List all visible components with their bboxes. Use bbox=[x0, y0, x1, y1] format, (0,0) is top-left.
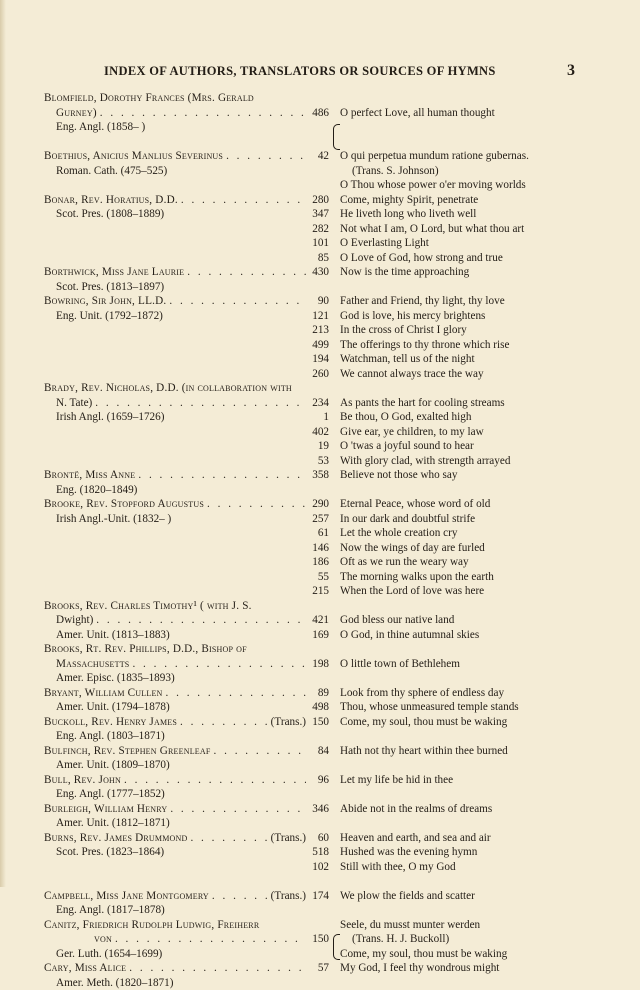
hymn-number: 169 bbox=[300, 628, 329, 643]
hymn-number: 102 bbox=[300, 860, 329, 875]
hymn-number: 84 bbox=[300, 744, 329, 759]
dot-leader bbox=[204, 497, 306, 512]
author-text: Eng. (1820–1849) bbox=[56, 484, 137, 496]
hymn-number: 186 bbox=[300, 555, 329, 570]
author-entry bbox=[56, 207, 306, 222]
author-text: Irish Angl.-Unit. (1832– ) bbox=[56, 513, 171, 525]
index-row bbox=[0, 657, 640, 672]
index-row bbox=[0, 845, 640, 860]
author-entry bbox=[44, 381, 306, 396]
author-text: Gurney) bbox=[56, 106, 97, 121]
hymn-first-line: O Love of God, how strong and true bbox=[340, 251, 640, 266]
hymn-first-line: Let my life be hid in thee bbox=[340, 773, 640, 788]
hymn-number: 55 bbox=[300, 570, 329, 585]
author-entry bbox=[56, 483, 306, 498]
dot-leader bbox=[126, 961, 306, 976]
author-entry bbox=[56, 280, 306, 295]
dot-leader bbox=[112, 932, 306, 947]
author-text: Eng. Angl. (1777–1852) bbox=[56, 788, 165, 800]
index-row bbox=[0, 860, 640, 875]
hymn-first-line: Watchman, tell us of the night bbox=[340, 352, 640, 367]
author-entry bbox=[56, 700, 306, 715]
index-row bbox=[0, 831, 640, 846]
index-row bbox=[0, 280, 640, 295]
page-header bbox=[0, 64, 640, 80]
author-entry bbox=[56, 628, 306, 643]
author-text: Canitz, Friedrich Rudolph Ludwig, Freiherr bbox=[44, 919, 259, 931]
index-row bbox=[0, 744, 640, 759]
author-entry bbox=[44, 497, 306, 512]
author-entry bbox=[44, 744, 306, 759]
author-entry bbox=[56, 816, 306, 831]
hymn-number: 150 bbox=[300, 932, 329, 947]
index-row bbox=[0, 425, 640, 440]
hymn-author-index bbox=[0, 91, 640, 990]
dot-leader bbox=[177, 715, 269, 730]
author-entry bbox=[56, 845, 306, 860]
author-text: Bryant, William Cullen bbox=[44, 686, 163, 701]
hymn-number: 60 bbox=[300, 831, 329, 846]
author-text: Cary, Miss Alice bbox=[44, 961, 126, 976]
hymn-first-line: O perfect Love, all human thought bbox=[340, 106, 640, 121]
hymn-first-line: When the Lord of love was here bbox=[340, 584, 640, 599]
author-text: Brady, Rev. Nicholas, D.D. (in collaboration with bbox=[44, 382, 292, 394]
author-entry bbox=[56, 758, 306, 773]
index-row bbox=[0, 526, 640, 541]
hymn-first-line: Come, my soul, thou must be waking bbox=[340, 715, 640, 730]
hymn-number: 150 bbox=[300, 715, 329, 730]
index-row bbox=[0, 889, 640, 904]
dot-leader bbox=[121, 773, 306, 788]
hymn-first-line: As pants the hart for cooling streams bbox=[340, 396, 640, 411]
author-entry bbox=[56, 947, 306, 962]
author-text: Irish Angl. (1659–1726) bbox=[56, 411, 164, 423]
index-row bbox=[0, 686, 640, 701]
author-text: Ger. Luth. (1654–1699) bbox=[56, 948, 162, 960]
hymn-first-line: Still with thee, O my God bbox=[340, 860, 640, 875]
author-entry bbox=[56, 657, 306, 672]
hymn-number: 42 bbox=[300, 149, 329, 164]
index-row bbox=[0, 309, 640, 324]
hymn-first-line: (Trans. H. J. Buckoll) bbox=[352, 932, 640, 947]
hymn-first-line: Now is the time approaching bbox=[340, 265, 640, 280]
index-row bbox=[0, 222, 640, 237]
author-text: von bbox=[94, 932, 112, 947]
hymn-number: 402 bbox=[300, 425, 329, 440]
author-entry bbox=[44, 599, 306, 614]
hymn-number: 213 bbox=[300, 323, 329, 338]
author-entry bbox=[56, 106, 306, 121]
index-row bbox=[0, 671, 640, 686]
author-text: Eng. Unit. (1792–1872) bbox=[56, 310, 163, 322]
author-entry bbox=[44, 193, 306, 208]
author-entry bbox=[94, 932, 306, 947]
hymn-number: 498 bbox=[300, 700, 329, 715]
index-row bbox=[0, 396, 640, 411]
hymn-first-line: The offerings to thy throne which rise bbox=[340, 338, 640, 353]
author-entry bbox=[44, 265, 306, 280]
hymn-first-line: O 'twas a joyful sound to hear bbox=[340, 439, 640, 454]
dot-leader bbox=[166, 294, 306, 309]
hymn-first-line: The morning walks upon the earth bbox=[340, 570, 640, 585]
hymn-number: 194 bbox=[300, 352, 329, 367]
page-title: INDEX OF AUTHORS, TRANSLATORS OR SOURCES OF HYMNS bbox=[104, 64, 496, 79]
author-text: Blomfield, Dorothy Frances (Mrs. Gerald bbox=[44, 92, 254, 104]
index-row bbox=[0, 584, 640, 599]
dot-leader bbox=[178, 193, 306, 208]
index-row bbox=[0, 381, 640, 396]
translator-mark: (Trans.) bbox=[269, 831, 306, 846]
index-row bbox=[0, 555, 640, 570]
index-row bbox=[0, 207, 640, 222]
hymn-number: 346 bbox=[300, 802, 329, 817]
dot-leader bbox=[92, 396, 306, 411]
index-row bbox=[0, 758, 640, 773]
index-row bbox=[0, 468, 640, 483]
author-text: Scot. Pres. (1808–1889) bbox=[56, 208, 164, 220]
hymn-first-line: O Thou whose power o'er moving worlds bbox=[340, 178, 640, 193]
index-row bbox=[0, 729, 640, 744]
author-entry bbox=[56, 512, 306, 527]
dot-leader bbox=[163, 686, 306, 701]
author-entry bbox=[56, 410, 306, 425]
index-row bbox=[0, 178, 640, 193]
dot-leader bbox=[187, 831, 268, 846]
index-row bbox=[0, 947, 640, 962]
index-row bbox=[0, 700, 640, 715]
index-spacer bbox=[0, 135, 640, 150]
hymn-first-line: Father and Friend, thy light, thy love bbox=[340, 294, 640, 309]
dot-leader bbox=[167, 802, 306, 817]
hymn-number: 421 bbox=[300, 613, 329, 628]
index-row bbox=[0, 251, 640, 266]
dot-leader bbox=[97, 106, 306, 121]
translator-mark: (Trans.) bbox=[269, 889, 306, 904]
hymn-number: 260 bbox=[300, 367, 329, 382]
author-text: Buckoll, Rev. Henry James bbox=[44, 715, 177, 730]
hymn-number: 347 bbox=[300, 207, 329, 222]
hymn-first-line: Come, my soul, thou must be waking bbox=[340, 947, 640, 962]
hymn-number: 499 bbox=[300, 338, 329, 353]
translator-mark: (Trans.) bbox=[269, 715, 306, 730]
author-entry bbox=[56, 671, 306, 686]
index-row bbox=[0, 294, 640, 309]
author-text: Bonar, Rev. Horatius, D.D. bbox=[44, 193, 178, 208]
hymn-number: 486 bbox=[300, 106, 329, 121]
dot-leader bbox=[209, 889, 269, 904]
author-text: Burns, Rev. James Drummond bbox=[44, 831, 187, 846]
author-text: Roman. Cath. (475–525) bbox=[56, 165, 167, 177]
author-text: Amer. Episc. (1835–1893) bbox=[56, 672, 175, 684]
hymn-first-line: Not what I am, O Lord, but what thou art bbox=[340, 222, 640, 237]
hymn-first-line: Thou, whose unmeasured temple stands bbox=[340, 700, 640, 715]
index-row bbox=[0, 410, 640, 425]
hymn-number: 121 bbox=[300, 309, 329, 324]
hymn-number: 1 bbox=[300, 410, 329, 425]
dot-leader bbox=[93, 613, 306, 628]
hymn-first-line: O little town of Bethlehem bbox=[340, 657, 640, 672]
index-row bbox=[0, 265, 640, 280]
index-row bbox=[0, 454, 640, 469]
index-row bbox=[0, 439, 640, 454]
author-entry bbox=[44, 294, 306, 309]
hymn-first-line: God bless our native land bbox=[340, 613, 640, 628]
index-row bbox=[0, 541, 640, 556]
hymn-first-line: God is love, his mercy brightens bbox=[340, 309, 640, 324]
author-text: Bowring, Sir John, LL.D. bbox=[44, 294, 166, 309]
author-entry bbox=[56, 787, 306, 802]
hymn-number: 61 bbox=[300, 526, 329, 541]
hymn-number: 290 bbox=[300, 497, 329, 512]
index-row bbox=[0, 338, 640, 353]
dot-leader bbox=[223, 149, 306, 164]
hymn-first-line: Believe not those who say bbox=[340, 468, 640, 483]
author-text: Eng. Angl. (1817–1878) bbox=[56, 904, 165, 916]
author-text: Borthwick, Miss Jane Laurie bbox=[44, 265, 184, 280]
index-row bbox=[0, 164, 640, 179]
index-row bbox=[0, 483, 640, 498]
index-row bbox=[0, 961, 640, 976]
hymn-first-line: In our dark and doubtful strife bbox=[340, 512, 640, 527]
hymn-first-line: O God, in thine autumnal skies bbox=[340, 628, 640, 643]
author-text: Campbell, Miss Jane Montgomery bbox=[44, 889, 209, 904]
author-entry bbox=[44, 468, 306, 483]
hymn-number: 282 bbox=[300, 222, 329, 237]
author-text: Dwight) bbox=[56, 613, 93, 628]
author-text: N. Tate) bbox=[56, 396, 92, 411]
index-row bbox=[0, 570, 640, 585]
hymn-number: 96 bbox=[300, 773, 329, 788]
author-text: Bulfinch, Rev. Stephen Greenleaf bbox=[44, 744, 211, 759]
author-entry bbox=[56, 309, 306, 324]
author-entry bbox=[56, 613, 306, 628]
index-spacer bbox=[0, 874, 640, 889]
index-row bbox=[0, 236, 640, 251]
author-entry bbox=[44, 831, 306, 846]
hymn-first-line: Oft as we run the weary way bbox=[340, 555, 640, 570]
hymn-first-line: Give ear, ye children, to my law bbox=[340, 425, 640, 440]
hymn-number: 57 bbox=[300, 961, 329, 976]
author-entry bbox=[56, 396, 306, 411]
hymn-first-line: Hath not thy heart within thee burned bbox=[340, 744, 640, 759]
author-entry bbox=[44, 91, 306, 106]
hymn-first-line: Heaven and earth, and sea and air bbox=[340, 831, 640, 846]
author-text: Bull, Rev. John bbox=[44, 773, 121, 788]
author-text: Eng. Angl. (1858– ) bbox=[56, 121, 145, 133]
page-number: 3 bbox=[567, 62, 575, 80]
author-entry bbox=[56, 729, 306, 744]
author-entry bbox=[44, 918, 306, 933]
hymn-number: 174 bbox=[300, 889, 329, 904]
index-row bbox=[0, 642, 640, 657]
author-text: Burleigh, William Henry bbox=[44, 802, 167, 817]
hymn-number: 430 bbox=[300, 265, 329, 280]
hymn-number: 257 bbox=[300, 512, 329, 527]
index-row bbox=[0, 715, 640, 730]
hymn-first-line: My God, I feel thy wondrous might bbox=[340, 961, 640, 976]
author-entry bbox=[44, 773, 306, 788]
hymn-first-line: We plow the fields and scatter bbox=[340, 889, 640, 904]
index-row bbox=[0, 497, 640, 512]
hymn-first-line: Hushed was the evening hymn bbox=[340, 845, 640, 860]
index-row bbox=[0, 918, 640, 933]
author-text: Amer. Unit. (1813–1883) bbox=[56, 629, 170, 641]
author-entry bbox=[44, 686, 306, 701]
author-text: Brooks, Rev. Charles Timothy¹ ( with J. S. bbox=[44, 600, 252, 612]
author-entry bbox=[56, 120, 306, 135]
index-row bbox=[0, 903, 640, 918]
author-text: Massachusetts bbox=[56, 657, 129, 672]
author-text: Amer. Unit. (1812–1871) bbox=[56, 817, 170, 829]
hymn-number: 198 bbox=[300, 657, 329, 672]
index-row bbox=[0, 193, 640, 208]
author-entry bbox=[44, 149, 306, 164]
index-row bbox=[0, 120, 640, 135]
index-row bbox=[0, 773, 640, 788]
hymn-number: 19 bbox=[300, 439, 329, 454]
index-row bbox=[0, 91, 640, 106]
author-entry bbox=[44, 889, 306, 904]
author-entry bbox=[44, 715, 306, 730]
index-row bbox=[0, 613, 640, 628]
author-text: Brooke, Rev. Stopford Augustus bbox=[44, 497, 204, 512]
index-row bbox=[0, 976, 640, 990]
author-text: Scot. Pres. (1813–1897) bbox=[56, 281, 164, 293]
hymn-first-line: We cannot always trace the way bbox=[340, 367, 640, 382]
hymn-number: 90 bbox=[300, 294, 329, 309]
hymn-number: 280 bbox=[300, 193, 329, 208]
hymn-number: 358 bbox=[300, 468, 329, 483]
hymn-first-line: In the cross of Christ I glory bbox=[340, 323, 640, 338]
hymn-first-line: (Trans. S. Johnson) bbox=[352, 164, 640, 179]
author-text: Brontë, Miss Anne bbox=[44, 468, 135, 483]
author-text: Boethius, Anicius Manlius Severinus bbox=[44, 149, 223, 164]
index-row bbox=[0, 932, 640, 947]
hymn-first-line: Look from thy sphere of endless day bbox=[340, 686, 640, 701]
author-entry bbox=[56, 976, 306, 990]
index-row bbox=[0, 512, 640, 527]
author-text: Eng. Angl. (1803–1871) bbox=[56, 730, 165, 742]
author-text: Brooks, Rt. Rev. Phillips, D.D., Bishop of bbox=[44, 643, 247, 655]
index-row bbox=[0, 149, 640, 164]
dot-leader bbox=[184, 265, 306, 280]
dot-leader bbox=[129, 657, 306, 672]
author-text: Amer. Meth. (1820–1871) bbox=[56, 977, 173, 989]
hymn-first-line: O qui perpetua mundum ratione gubernas. bbox=[340, 149, 640, 164]
index-row bbox=[0, 323, 640, 338]
author-entry bbox=[44, 802, 306, 817]
author-text: Amer. Unit. (1809–1870) bbox=[56, 759, 170, 771]
index-row bbox=[0, 352, 640, 367]
index-row bbox=[0, 628, 640, 643]
hymn-first-line: Seele, du musst munter werden bbox=[340, 918, 640, 933]
hymn-first-line: O Everlasting Light bbox=[340, 236, 640, 251]
author-text: Amer. Unit. (1794–1878) bbox=[56, 701, 170, 713]
index-row bbox=[0, 106, 640, 121]
dot-leader bbox=[135, 468, 306, 483]
hymn-number: 215 bbox=[300, 584, 329, 599]
hymn-first-line: Let the whole creation cry bbox=[340, 526, 640, 541]
index-row bbox=[0, 367, 640, 382]
hymn-number: 146 bbox=[300, 541, 329, 556]
hymn-number: 85 bbox=[300, 251, 329, 266]
index-row bbox=[0, 802, 640, 817]
hymn-first-line: With glory clad, with strength arrayed bbox=[340, 454, 640, 469]
author-entry bbox=[44, 961, 306, 976]
index-row bbox=[0, 816, 640, 831]
index-row bbox=[0, 599, 640, 614]
author-entry bbox=[56, 164, 306, 179]
hymn-number: 89 bbox=[300, 686, 329, 701]
dot-leader bbox=[211, 744, 307, 759]
author-entry bbox=[44, 642, 306, 657]
hymn-number: 518 bbox=[300, 845, 329, 860]
hymn-number: 53 bbox=[300, 454, 329, 469]
author-text: Scot. Pres. (1823–1864) bbox=[56, 846, 164, 858]
hymn-number: 101 bbox=[300, 236, 329, 251]
hymn-first-line: Be thou, O God, exalted high bbox=[340, 410, 640, 425]
hymn-first-line: He liveth long who liveth well bbox=[340, 207, 640, 222]
hymn-first-line: Come, mighty Spirit, penetrate bbox=[340, 193, 640, 208]
index-row bbox=[0, 787, 640, 802]
hymn-first-line: Abide not in the realms of dreams bbox=[340, 802, 640, 817]
author-entry bbox=[56, 903, 306, 918]
hymn-first-line: Now the wings of day are furled bbox=[340, 541, 640, 556]
hymn-number: 234 bbox=[300, 396, 329, 411]
hymn-first-line: Eternal Peace, whose word of old bbox=[340, 497, 640, 512]
